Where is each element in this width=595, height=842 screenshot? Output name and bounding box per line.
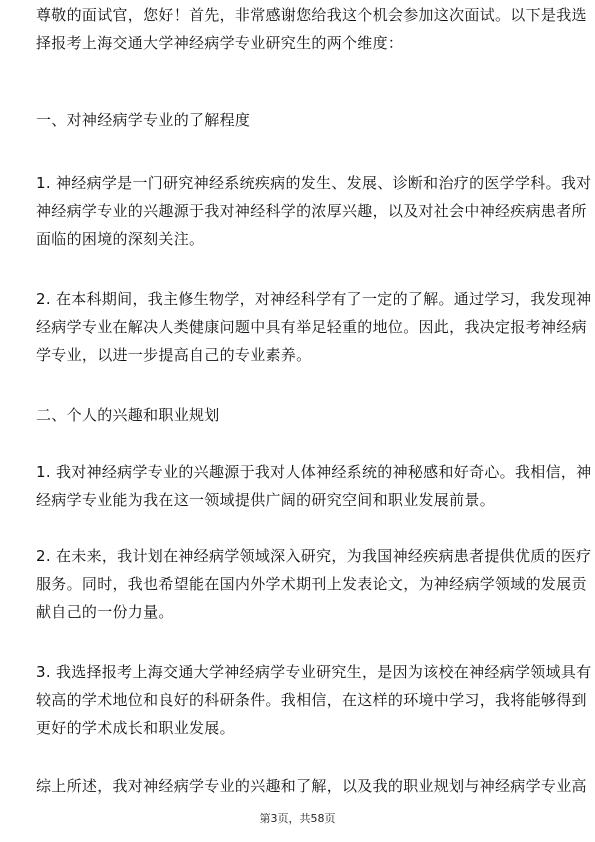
item-2-3-line-2: 较高的学术地位和良好的科研条件。我相信，在这样的环境中学习，我将能够得到 [36,691,587,709]
item-2-1-line-2: 经病学专业能为我在这一领域提供广阔的研究空间和职业发展前景。 [36,491,496,509]
item-2-2-line-2: 服务。同时，我也希望能在国内外学术期刊上发表论文，为神经病学领域的发展贡 [36,575,587,593]
item-2-2-line-3: 献自己的一份力量。 [36,603,174,621]
item-1-1-line-3: 面临的困境的深刻关注。 [36,230,205,248]
section-heading-1: 一、对神经病学专业的了解程度 [36,111,251,129]
item-1-2-line-3: 学专业，以进一步提高自己的专业素养。 [36,346,312,364]
page-number-footer: 第3页，共58页 [259,812,336,825]
item-1-1-line-2: 神经病学专业的兴趣源于我对神经科学的浓厚兴趣，以及对社会中神经疾病患者所 [36,202,587,220]
item-2-1-line-1: 1. 我对神经病学专业的兴趣源于我对人体神经系统的神秘感和好奇心。我相信，神 [36,463,592,481]
section-heading-2: 二、个人的兴趣和职业规划 [36,406,220,424]
item-2-3-line-3: 更好的学术成长和职业发展。 [36,719,235,737]
summary-line-1: 综上所述，我对神经病学专业的兴趣和了解，以及我的职业规划与神经病学专业高 [36,777,587,795]
item-1-1-line-1: 1. 神经病学是一门研究神经系统疾病的发生、发展、诊断和治疗的医学学科。我对 [36,174,592,192]
intro-line-1: 尊敬的面试官，您好！首先，非常感谢您给我这个机会参加这次面试。以下是我选 [36,6,587,24]
item-1-2-line-2: 经病学专业在解决人类健康问题中具有举足轻重的地位。因此，我决定报考神经病 [36,318,587,336]
intro-line-2: 择报考上海交通大学神经病学专业研究生的两个维度： [36,34,404,52]
item-2-3-line-1: 3. 我选择报考上海交通大学神经病学专业研究生，是因为该校在神经病学领域具有 [36,663,592,681]
item-2-2-line-1: 2. 在未来，我计划在神经病学领域深入研究，为我国神经疾病患者提供优质的医疗 [36,547,592,565]
item-1-2-line-1: 2. 在本科期间，我主修生物学，对神经科学有了一定的了解。通过学习，我发现神 [36,290,592,308]
